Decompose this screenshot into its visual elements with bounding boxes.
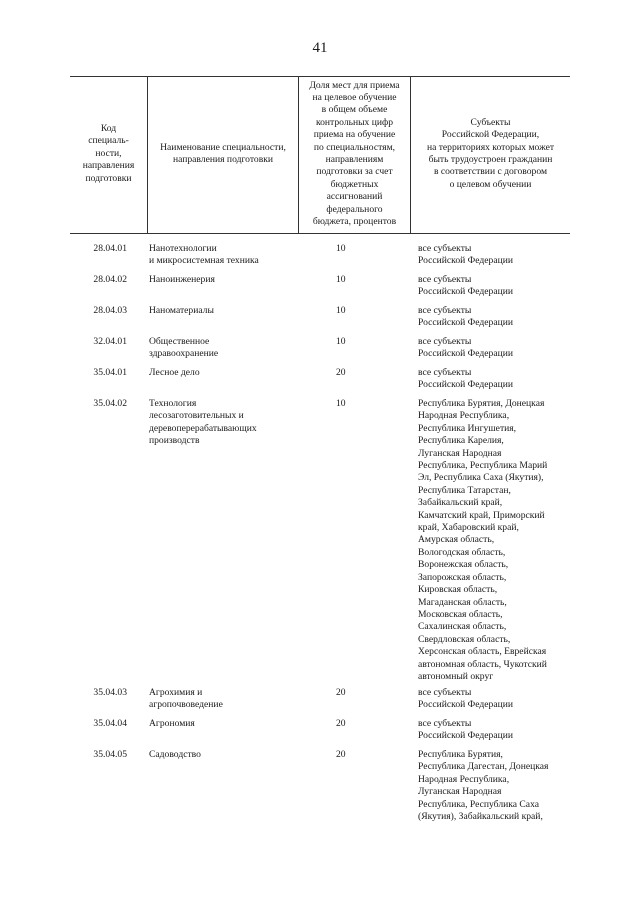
row-percent: 20 (336, 367, 346, 378)
row-percent: 10 (336, 274, 346, 285)
header-name-cell (148, 78, 298, 230)
row-percent: 20 (336, 749, 346, 760)
row-percent: 20 (336, 687, 346, 698)
row-name: Общественное здравоохранение (149, 336, 219, 360)
row-percent: 10 (336, 243, 346, 254)
header-share: Доля мест для приема на целевое обучение в общем объеме контрольных цифр приема на обучение по специальностям, направлениям подготовки за счет бюджетных ассигнований федерального бюджета, процентов (309, 79, 400, 228)
row-percent: 20 (336, 718, 346, 729)
row-subjects: Республика Бурятия, Республика Дагестан, Донецкая Народная Республика, Луганская Народная Республика, Республика Саха (Якутия), Забайкальский край, (418, 749, 549, 823)
row-code: 32.04.01 (93, 336, 127, 347)
row-percent: 10 (336, 305, 346, 316)
row-code: 28.04.01 (93, 243, 127, 254)
row-code: 35.04.04 (93, 718, 127, 729)
page-number: 41 (312, 40, 328, 56)
row-name: Садоводство (149, 749, 201, 760)
row-code: 28.04.02 (93, 274, 127, 285)
row-code: 35.04.03 (93, 687, 127, 698)
row-subjects: все субъекты Российской Федерации (418, 687, 513, 711)
row-subjects: все субъекты Российской Федерации (418, 305, 513, 329)
header-code-cell (70, 78, 147, 230)
row-name: Агрохимия и агропочвоведение (149, 687, 223, 711)
header-subjects: Субъекты Российской Федерации, на территориях которых может быть трудоустроен гражданин в соответствии с договором о целевом обучении (426, 116, 555, 190)
row-code: 35.04.01 (93, 367, 127, 378)
header-subjects-cell (411, 78, 570, 230)
row-subjects: все субъекты Российской Федерации (418, 718, 513, 742)
row-subjects: все субъекты Российской Федерации (418, 274, 513, 298)
row-code: 35.04.05 (93, 749, 127, 760)
row-subjects: все субъекты Российской Федерации (418, 336, 513, 360)
row-percent: 10 (336, 398, 346, 409)
row-name: Нанотехнологии и микросистемная техника (149, 243, 259, 267)
row-code: 28.04.03 (93, 305, 127, 316)
header-code: Код специаль- ности, направления подготовки (82, 122, 135, 184)
row-name: Технология лесозаготовительных и деревоперерабатывающих производств (149, 398, 257, 447)
row-name: Наноинженерия (149, 274, 215, 285)
header-bottom-rule (70, 233, 570, 234)
row-subjects: Республика Бурятия, Донецкая Народная Республика, Республика Ингушетия, Республика Карелия, Луганская Народная Республика, Республика Марий Эл, Республика Саха (Якутия), Республика Татарстан, Забайкальский край, Камчатский край, Приморский край, Хабаровский край, Амурская область, Вологодская область, Воронежская область, Запорожская область, Кировская область, Магаданская область, Московская область, Сахалинская область, Свердловская область, Херсонская область, Еврейская автономная область, Чукотский автономный округ (418, 398, 548, 682)
row-percent: 10 (336, 336, 346, 347)
header-top-rule (70, 76, 570, 77)
header-name: Наименование специальности, направления подготовки (160, 141, 286, 165)
row-name: Лесное дело (149, 367, 200, 378)
row-subjects: все субъекты Российской Федерации (418, 367, 513, 391)
row-name: Агрономия (149, 718, 195, 729)
row-subjects: все субъекты Российской Федерации (418, 243, 513, 267)
header-share-cell (299, 78, 410, 230)
row-name: Наноматериалы (149, 305, 214, 316)
row-code: 35.04.02 (93, 398, 127, 409)
